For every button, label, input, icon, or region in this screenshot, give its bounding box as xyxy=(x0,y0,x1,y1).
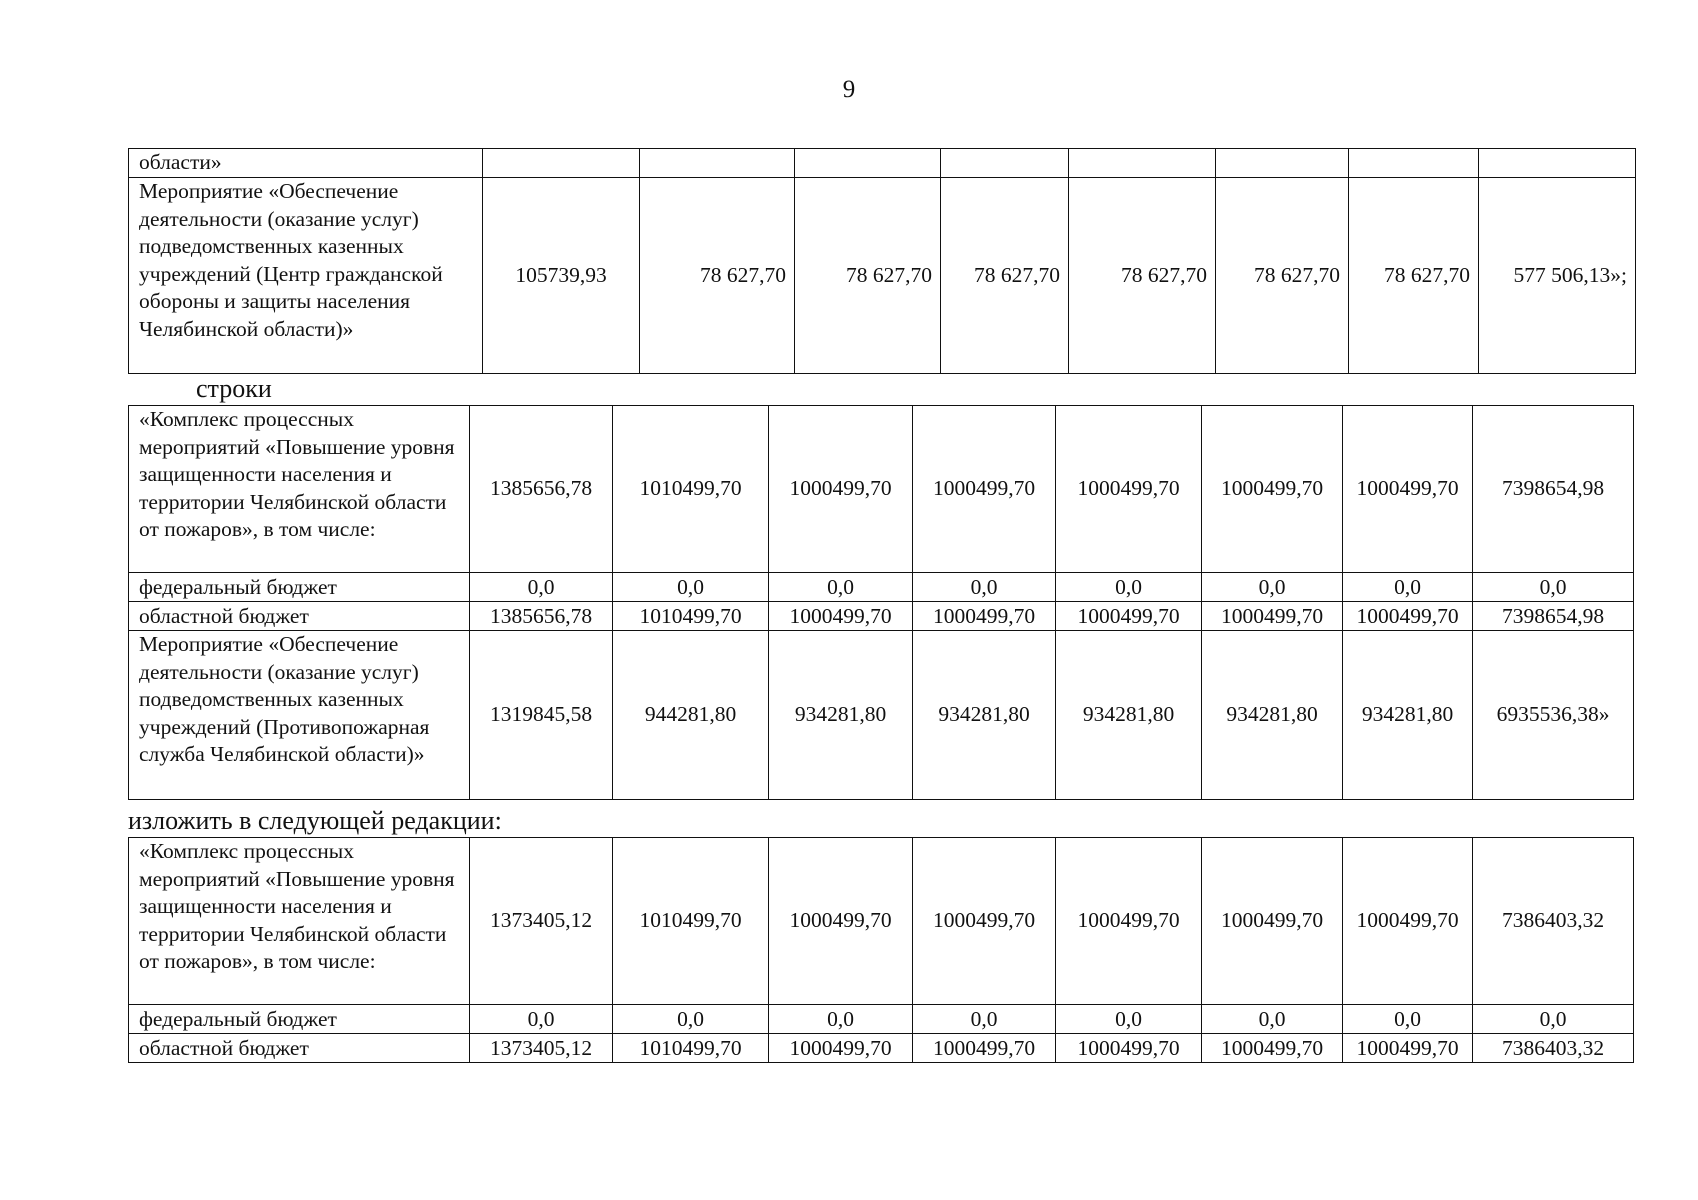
cell-value: 0,0 xyxy=(1343,1005,1473,1034)
cell-value: 1373405,12 xyxy=(470,838,613,1005)
cell-value: 1000499,70 xyxy=(913,1034,1056,1063)
cell-value: 1000499,70 xyxy=(769,1034,913,1063)
table-continuation xyxy=(128,148,1636,374)
cell-value: 7398654,98 xyxy=(1473,602,1634,631)
cell-value: 0,0 xyxy=(1343,573,1473,602)
table-row xyxy=(129,1034,1634,1063)
cell-value: 1000499,70 xyxy=(769,406,913,573)
cell-value: 7386403,32 xyxy=(1473,1034,1634,1063)
row-label: «Комплекс процессных мероприятий «Повышение уровня защищенности населения и территории Челябинской области от пожаров», в том числе: xyxy=(129,406,470,573)
cell-value xyxy=(941,149,1069,178)
cell-value: 78 627,70 xyxy=(1349,178,1479,374)
cell-value: 1385656,78 xyxy=(470,602,613,631)
cell-value: 1000499,70 xyxy=(1056,838,1202,1005)
cell-value: 78 627,70 xyxy=(1216,178,1349,374)
section-heading-new-edition: изложить в следующей редакции: xyxy=(128,806,502,835)
cell-value: 1000499,70 xyxy=(1202,838,1343,1005)
cell-value: 78 627,70 xyxy=(795,178,941,374)
cell-value: 1373405,12 xyxy=(470,1034,613,1063)
row-label: федеральный бюджет xyxy=(129,1005,470,1034)
cell-value: 78 627,70 xyxy=(640,178,795,374)
cell-value: 1010499,70 xyxy=(613,838,769,1005)
cell-value: 1000499,70 xyxy=(769,838,913,1005)
cell-value: 934281,80 xyxy=(1202,631,1343,800)
cell-value: 1000499,70 xyxy=(769,602,913,631)
cell-value xyxy=(483,149,640,178)
cell-value xyxy=(795,149,941,178)
cell-value: 0,0 xyxy=(613,573,769,602)
cell-value: 0,0 xyxy=(1056,573,1202,602)
cell-value: 0,0 xyxy=(1473,573,1634,602)
cell-value: 6935536,38» xyxy=(1473,631,1634,800)
table-row xyxy=(129,838,1634,1005)
section-heading-rows: строки xyxy=(196,374,272,403)
cell-value xyxy=(640,149,795,178)
table-row xyxy=(129,406,1634,573)
cell-value: 1010499,70 xyxy=(613,1034,769,1063)
cell-value: 0,0 xyxy=(913,1005,1056,1034)
cell-value: 1000499,70 xyxy=(1056,406,1202,573)
cell-value: 934281,80 xyxy=(913,631,1056,800)
cell-value: 944281,80 xyxy=(613,631,769,800)
cell-value: 934281,80 xyxy=(1343,631,1473,800)
cell-value: 1319845,58 xyxy=(470,631,613,800)
cell-value: 1010499,70 xyxy=(613,602,769,631)
cell-value: 78 627,70 xyxy=(941,178,1069,374)
cell-value: 1000499,70 xyxy=(1056,1034,1202,1063)
row-label: областной бюджет xyxy=(129,602,470,631)
row-label: области» xyxy=(129,149,483,178)
cell-value: 78 627,70 xyxy=(1069,178,1216,374)
table-row xyxy=(129,178,1636,374)
cell-value: 1385656,78 xyxy=(470,406,613,573)
cell-value: 0,0 xyxy=(1056,1005,1202,1034)
cell-value: 0,0 xyxy=(1202,573,1343,602)
cell-value: 934281,80 xyxy=(1056,631,1202,800)
cell-value: 1000499,70 xyxy=(913,602,1056,631)
cell-value: 0,0 xyxy=(470,573,613,602)
cell-value: 1000499,70 xyxy=(1343,406,1473,573)
row-label: Мероприятие «Обеспечение деятельности (оказание услуг) подведомственных казенных учреждений (Противопожарная служба Челябинской области)» xyxy=(129,631,470,800)
cell-value xyxy=(1216,149,1349,178)
table-old-rows xyxy=(128,405,1634,800)
table-row xyxy=(129,631,1634,800)
page-number: 9 xyxy=(842,76,856,103)
cell-value: 1000499,70 xyxy=(1343,838,1473,1005)
cell-value: 0,0 xyxy=(1473,1005,1634,1034)
cell-value: 7386403,32 xyxy=(1473,838,1634,1005)
table-row xyxy=(129,602,1634,631)
row-label: Мероприятие «Обеспечение деятельности (оказание услуг) подведомственных казенных учреждений (Центр гражданской обороны и защиты населения Челябинской области)» xyxy=(129,178,483,374)
table-new-rows xyxy=(128,837,1634,1063)
table-row xyxy=(129,149,1636,178)
cell-value xyxy=(1069,149,1216,178)
table-row xyxy=(129,573,1634,602)
cell-value: 1000499,70 xyxy=(1202,602,1343,631)
cell-value: 1000499,70 xyxy=(1202,1034,1343,1063)
cell-value xyxy=(1479,149,1636,178)
cell-value: 0,0 xyxy=(613,1005,769,1034)
cell-value: 1000499,70 xyxy=(1343,602,1473,631)
table-row xyxy=(129,1005,1634,1034)
cell-value: 577 506,13»; xyxy=(1479,178,1636,374)
cell-value: 0,0 xyxy=(913,573,1056,602)
cell-value: 1000499,70 xyxy=(913,406,1056,573)
cell-value: 105739,93 xyxy=(483,178,640,374)
row-label: областной бюджет xyxy=(129,1034,470,1063)
cell-value xyxy=(1349,149,1479,178)
row-label: «Комплекс процессных мероприятий «Повышение уровня защищенности населения и территории Челябинской области от пожаров», в том числе: xyxy=(129,838,470,1005)
cell-value: 1010499,70 xyxy=(613,406,769,573)
cell-value: 0,0 xyxy=(769,1005,913,1034)
cell-value: 7398654,98 xyxy=(1473,406,1634,573)
cell-value: 0,0 xyxy=(769,573,913,602)
cell-value: 1000499,70 xyxy=(1202,406,1343,573)
cell-value: 1000499,70 xyxy=(913,838,1056,1005)
cell-value: 0,0 xyxy=(1202,1005,1343,1034)
cell-value: 934281,80 xyxy=(769,631,913,800)
cell-value: 1000499,70 xyxy=(1056,602,1202,631)
cell-value: 0,0 xyxy=(470,1005,613,1034)
cell-value: 1000499,70 xyxy=(1343,1034,1473,1063)
row-label: федеральный бюджет xyxy=(129,573,470,602)
